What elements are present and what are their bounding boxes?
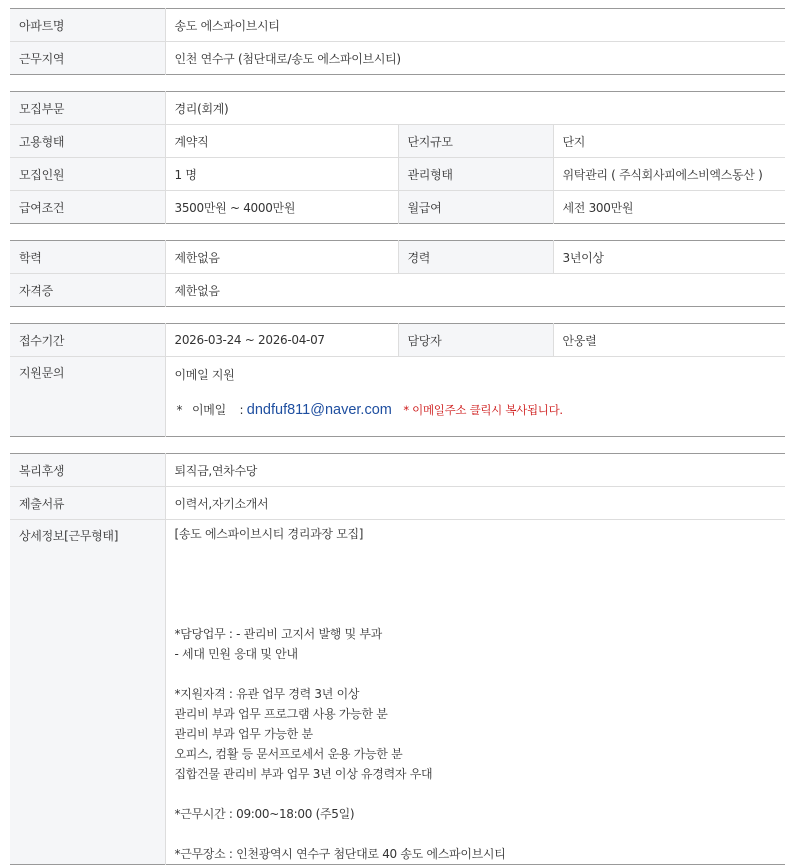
- application-table: [10, 323, 785, 437]
- table-row: [10, 9, 785, 42]
- table-row: [10, 274, 785, 307]
- application-period-value: 2026-03-24 ~ 2026-04-07: [165, 324, 398, 357]
- certificate-label: 자격증: [10, 274, 165, 307]
- table-row: [10, 487, 785, 520]
- career-label: 경력: [398, 241, 553, 274]
- email-bullet: *: [176, 403, 183, 417]
- application-period-label: 접수기간: [10, 324, 165, 357]
- recruit-count-value: 1 명: [165, 158, 398, 191]
- apartment-name-value: 송도 에스파이브시티: [165, 9, 785, 42]
- table-row: [10, 454, 785, 487]
- inquiry-method: 이메일 지원: [174, 368, 235, 382]
- monthly-salary-label: 월급여: [398, 191, 553, 224]
- detail-info-text: [송도 에스파이브시티 경리과장 모집] *담당업무 : - 관리비 고지서 발행 및 부과 - 세대 민원 응대 및 안내 *지원자격 : 유관 업무 경력 3년 이상 관리비 부과 업무 프로그램 사용 가능한 분 관리비 부과 업무 가능한 분 오피스, 컴활 등 문서프로세서 운용 가능한 분 집합건물 관리비 부과 업무 3년 이상 유경력자 우대 *근무시간 : 09:00~18:00 (주5일) *근무장소 : 인천광역시 연수구 첨단대로 40 송도 에스파이브시티: [174, 527, 506, 861]
- complex-size-label: 단지규모: [398, 125, 553, 158]
- table-row: [10, 92, 785, 125]
- table-row: [10, 125, 785, 158]
- inquiry-value: [165, 357, 785, 437]
- salary-label: 급여조건: [10, 191, 165, 224]
- inquiry-label: 지원문의: [10, 357, 165, 437]
- email-label: 이메일: [192, 403, 226, 417]
- employment-type-label: 고용형태: [10, 125, 165, 158]
- recruit-count-label: 모집인원: [10, 158, 165, 191]
- table-row: [10, 158, 785, 191]
- table-row: [10, 520, 785, 865]
- table-row: [10, 241, 785, 274]
- qualification-table: [10, 240, 785, 307]
- apartment-name-label: 아파트명: [10, 9, 165, 42]
- education-label: 학력: [10, 241, 165, 274]
- career-value: 3년이상: [553, 241, 785, 274]
- documents-value: 이력서,자기소개서: [165, 487, 785, 520]
- detail-info-label: 상세정보[근무형태]: [10, 520, 165, 865]
- detail-info-value: [165, 520, 785, 865]
- job-posting-detail: [10, 8, 785, 865]
- contact-person-label: 담당자: [398, 324, 553, 357]
- work-location-value: 인천 연수구 (첨단대로/송도 에스파이브시티): [165, 42, 785, 75]
- table-row: [10, 324, 785, 357]
- contact-person-value: 안웅렬: [553, 324, 785, 357]
- documents-label: 제출서류: [10, 487, 165, 520]
- recruit-dept-label: 모집부문: [10, 92, 165, 125]
- salary-value: 3500만원 ~ 4000만원: [165, 191, 398, 224]
- table-row: [10, 357, 785, 437]
- complex-size-value: 단지: [553, 125, 785, 158]
- employment-type-value: 계약직: [165, 125, 398, 158]
- welfare-value: 퇴직금,연차수당: [165, 454, 785, 487]
- detail-table: [10, 453, 785, 865]
- recruit-info-table: [10, 91, 785, 224]
- email-line: [175, 401, 777, 418]
- recruit-dept-value: 경리(회계): [165, 92, 785, 125]
- work-location-label: 근무지역: [10, 42, 165, 75]
- management-type-label: 관리형태: [398, 158, 553, 191]
- certificate-value: 제한없음: [165, 274, 785, 307]
- apartment-info-table: [10, 8, 785, 75]
- email-address-link[interactable]: dndfuf811@naver.com: [246, 402, 392, 418]
- email-colon: :: [239, 403, 244, 417]
- management-type-value: 위탁관리 ( 주식회사피에스비엑스동산 ): [553, 158, 785, 191]
- monthly-salary-value: 세전 300만원: [553, 191, 785, 224]
- education-value: 제한없음: [165, 241, 398, 274]
- email-copy-note: * 이메일주소 클릭시 복사됩니다.: [403, 403, 563, 417]
- welfare-label: 복리후생: [10, 454, 165, 487]
- table-row: [10, 191, 785, 224]
- table-row: [10, 42, 785, 75]
